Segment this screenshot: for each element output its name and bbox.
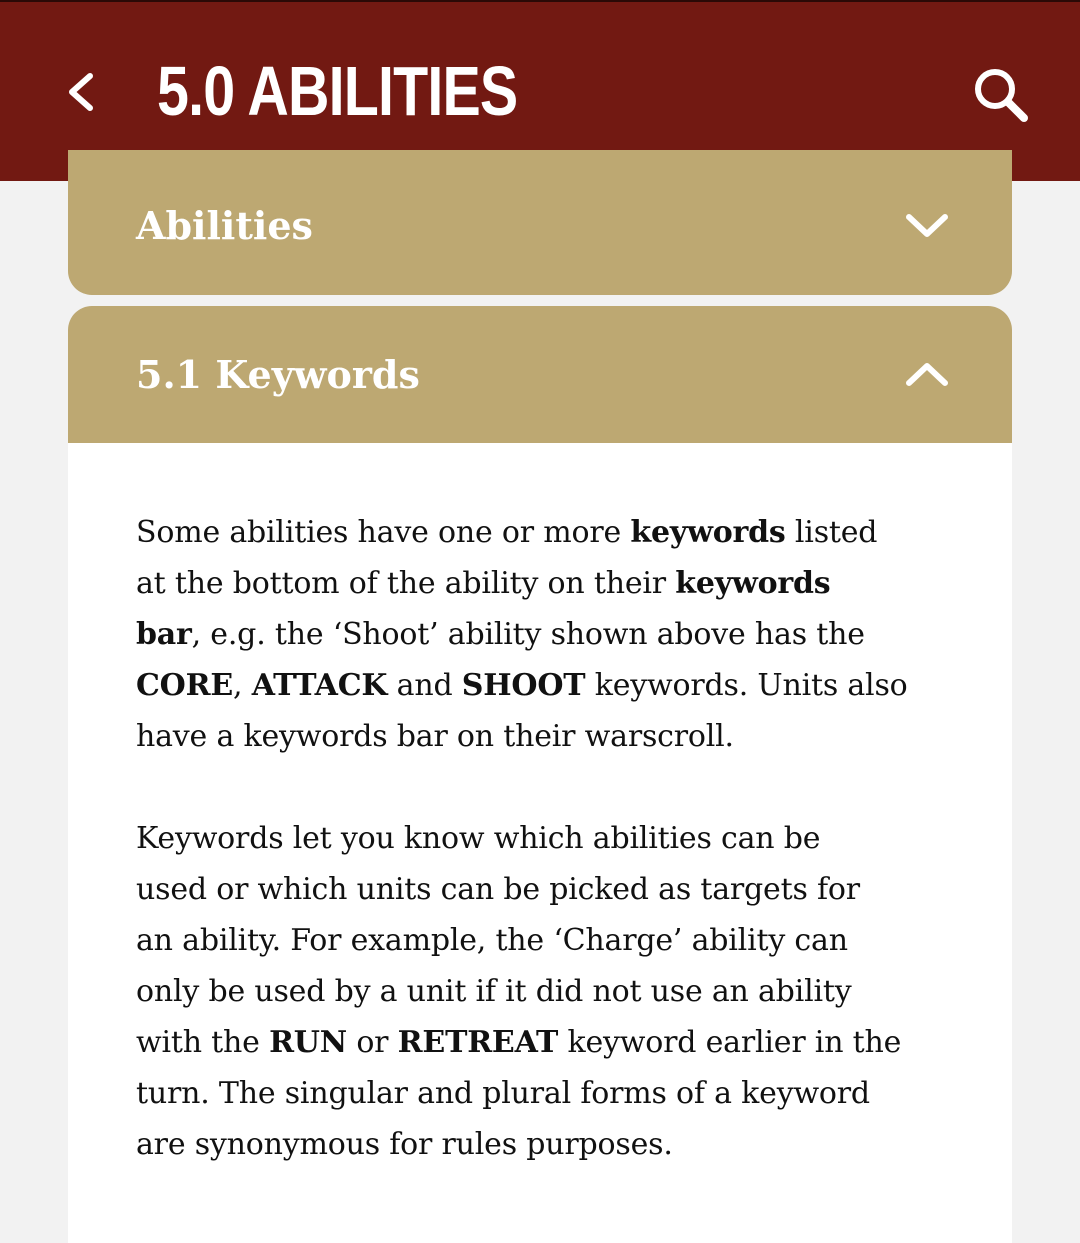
text-line bbox=[136, 1017, 976, 1068]
accordion-label-abilities: Abilities bbox=[136, 203, 313, 248]
text-segment: , e.g. the ‘Shoot’ ability shown above has the bbox=[191, 617, 865, 652]
text-line bbox=[136, 864, 976, 915]
text-segment: used or which units can be picked as targets for bbox=[136, 872, 860, 907]
keywords-content-panel bbox=[68, 443, 1012, 1243]
text-segment: and bbox=[387, 668, 462, 703]
search-icon bbox=[966, 60, 1038, 132]
text-segment: an ability. For example, the ‘Charge’ ability can bbox=[136, 923, 848, 958]
text-segment: or bbox=[346, 1025, 398, 1060]
back-button[interactable] bbox=[58, 62, 108, 122]
text-segment: at the bottom of the ability on their bbox=[136, 566, 676, 601]
page-title: 5.0 ABILITIES bbox=[157, 52, 518, 130]
text-segment: are synonymous for rules purposes. bbox=[136, 1127, 673, 1162]
keyword-term: SHOOT bbox=[461, 668, 586, 703]
keyword-term: ATTACK bbox=[251, 668, 388, 703]
keywords-paragraph-1 bbox=[136, 507, 976, 762]
chevron-up-icon bbox=[904, 359, 950, 389]
text-segment: listed bbox=[785, 515, 878, 550]
keyword-term: RETREAT bbox=[397, 1025, 559, 1060]
accordion-label-keywords: 5.1 Keywords bbox=[136, 352, 420, 397]
chevron-left-icon bbox=[58, 62, 108, 122]
keyword-term: RUN bbox=[269, 1025, 347, 1060]
text-line bbox=[136, 558, 976, 609]
keywords-paragraph-2 bbox=[136, 813, 976, 1170]
text-line bbox=[136, 609, 976, 660]
text-segment: have a keywords bar on their warscroll. bbox=[136, 719, 734, 754]
text-segment: , bbox=[233, 668, 252, 703]
keyword-term: CORE bbox=[136, 668, 234, 703]
accordion-item-abilities[interactable] bbox=[68, 150, 1012, 295]
text-line bbox=[136, 1068, 976, 1119]
text-line bbox=[136, 966, 976, 1017]
text-segment: keyword earlier in the bbox=[558, 1025, 902, 1060]
keyword-term: keywords bbox=[630, 515, 786, 550]
chevron-down-icon bbox=[904, 210, 950, 240]
accordion-item-keywords[interactable] bbox=[68, 306, 1012, 443]
keyword-term: keywords bbox=[675, 566, 831, 601]
text-line bbox=[136, 660, 976, 711]
text-segment: with the bbox=[136, 1025, 270, 1060]
text-segment: only be used by a unit if it did not use an ability bbox=[136, 974, 852, 1009]
text-segment: Keywords let you know which abilities can be bbox=[136, 821, 821, 856]
text-segment: keywords. Units also bbox=[585, 668, 908, 703]
keyword-term: bar bbox=[136, 617, 192, 652]
text-line bbox=[136, 1119, 976, 1170]
text-line bbox=[136, 507, 976, 558]
text-segment: turn. The singular and plural forms of a keyword bbox=[136, 1076, 870, 1111]
text-line bbox=[136, 915, 976, 966]
search-button[interactable] bbox=[966, 60, 1038, 132]
text-line bbox=[136, 813, 976, 864]
text-line bbox=[136, 711, 976, 762]
text-segment: Some abilities have one or more bbox=[136, 515, 631, 550]
